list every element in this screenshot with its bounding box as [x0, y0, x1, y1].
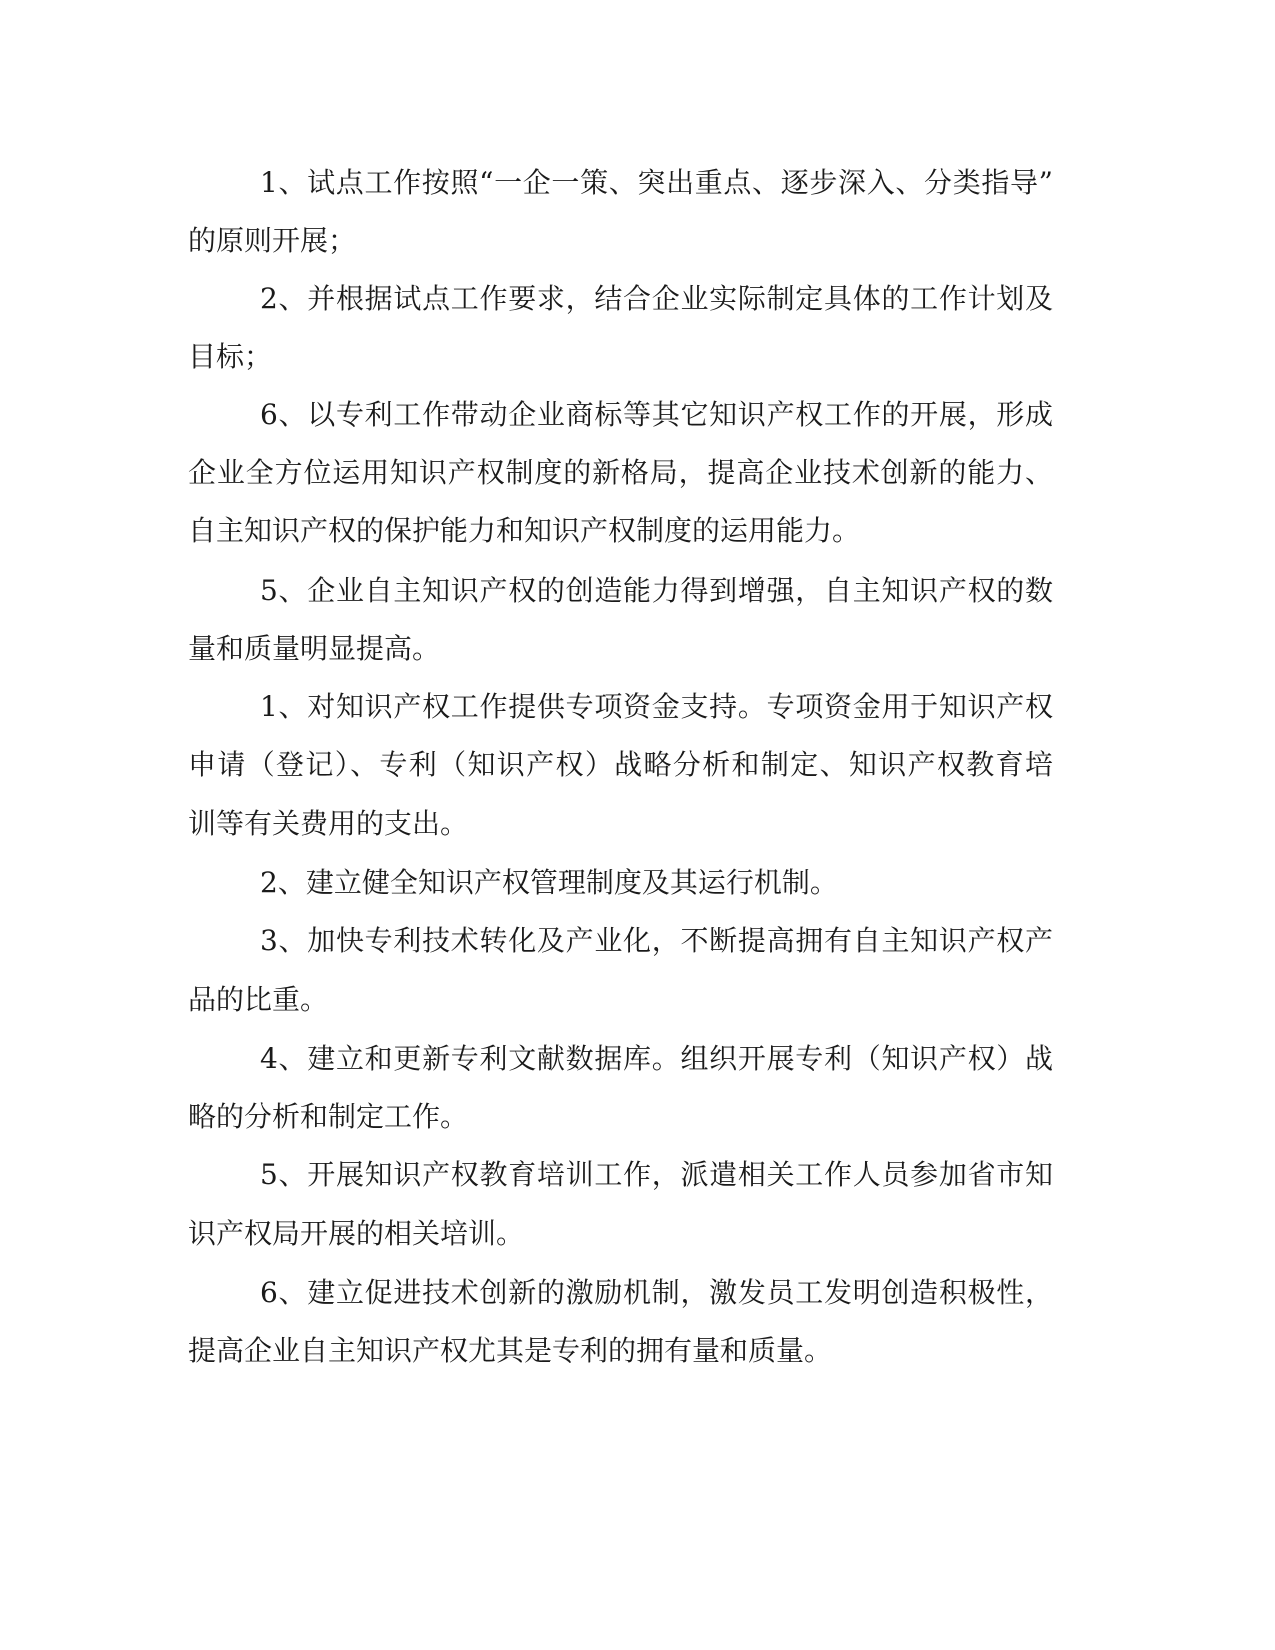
paragraph-line: 量和质量明显提高。 — [188, 632, 441, 665]
paragraph-line: 6、以专利工作带动企业商标等其它知识产权工作的开展，形成 — [260, 398, 1053, 431]
paragraph-line: 的原则开展； — [188, 224, 357, 257]
paragraph-line: 自主知识产权的保护能力和知识产权制度的运用能力。 — [188, 514, 861, 547]
paragraph-line: 识产权局开展的相关培训。 — [188, 1217, 525, 1250]
paragraph-line: 申请（登记）、专利（知识产权）战略分析和制定、知识产权教育培 — [188, 748, 1053, 781]
paragraph-line: 2、建立健全知识产权管理制度及其运行机制。 — [260, 866, 838, 899]
paragraph-line: 略的分析和制定工作。 — [188, 1100, 469, 1133]
paragraph-line: 6、建立促进技术创新的激励机制，激发员工发明创造积极性， — [260, 1276, 1053, 1309]
paragraph-line: 1、试点工作按照“一企一策、突出重点、逐步深入、分类指导” — [260, 166, 1053, 199]
paragraph-line: 1、对知识产权工作提供专项资金支持。专项资金用于知识产权 — [260, 690, 1053, 723]
paragraph-line: 品的比重。 — [188, 983, 329, 1016]
paragraph-line: 5、开展知识产权教育培训工作，派遣相关工作人员参加省市知 — [260, 1158, 1053, 1191]
paragraph-line: 目标； — [188, 340, 273, 373]
paragraph-line: 5、企业自主知识产权的创造能力得到增强，自主知识产权的数 — [260, 574, 1053, 607]
paragraph-line: 2、并根据试点工作要求，结合企业实际制定具体的工作计划及 — [260, 282, 1053, 315]
paragraph-line: 提高企业自主知识产权尤其是专利的拥有量和质量。 — [188, 1334, 833, 1367]
paragraph-line: 3、加快专利技术转化及产业化，不断提高拥有自主知识产权产 — [260, 924, 1053, 957]
paragraph-line: 企业全方位运用知识产权制度的新格局，提高企业技术创新的能力、 — [188, 456, 1053, 489]
paragraph-line: 训等有关费用的支出。 — [188, 807, 469, 840]
paragraph-line: 4、建立和更新专利文献数据库。组织开展专利（知识产权）战 — [260, 1042, 1053, 1075]
